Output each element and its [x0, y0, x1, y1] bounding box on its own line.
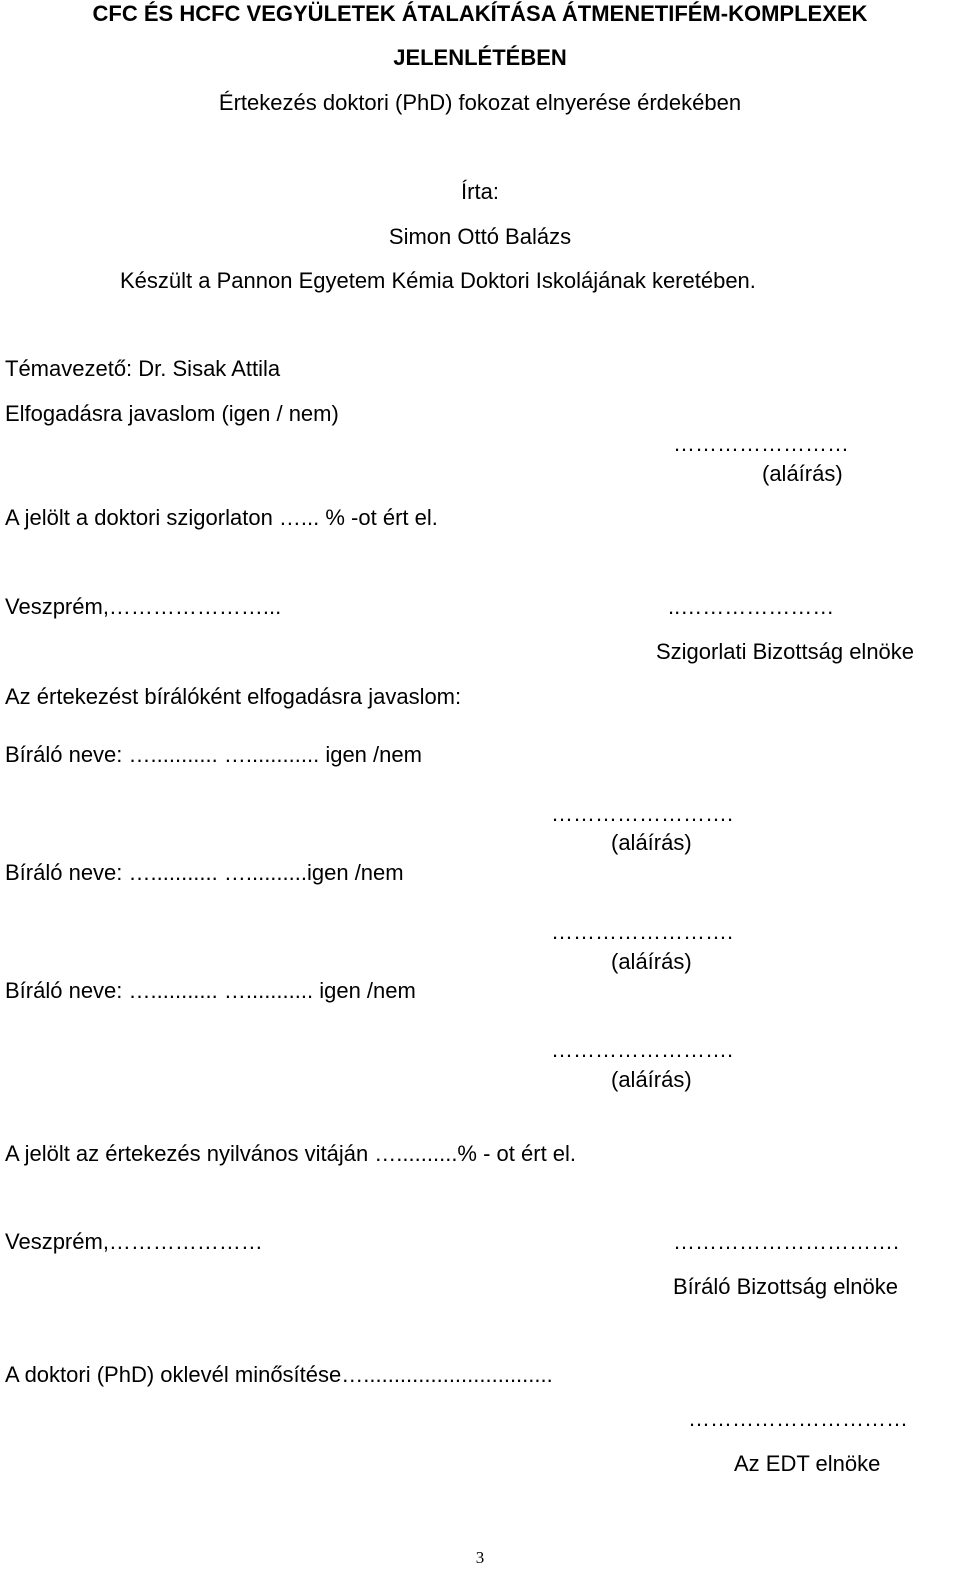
reviewer-3-signature-label: (aláírás)	[611, 1067, 692, 1092]
diploma-qualification: A doktori (PhD) oklevél minősítése…...............................	[5, 1362, 553, 1387]
title-line-2: JELENLÉTÉBEN	[393, 45, 567, 70]
reviewer-3-line: Bíráló neve: …........... …........... igen /nem	[5, 978, 416, 1003]
doctoral-school: Készült a Pannon Egyetem Kémia Doktori Iskolájának keretében.	[120, 268, 756, 293]
title-line-1: CFC ÉS HCFC VEGYÜLETEK ÁTALAKÍTÁSA ÁTMENETIFÉM-KOMPLEXEK	[92, 1, 868, 26]
diploma-signature-line: …………………………	[688, 1406, 908, 1431]
reviewer-1-line: Bíráló neve: …........... …............ igen /nem	[5, 742, 422, 767]
reviewer-3-signature-line: …………………….	[551, 1037, 734, 1062]
defense-place-date: Veszprém,…………………	[5, 1229, 263, 1254]
reviewer-2-signature-line: …………………….	[551, 919, 734, 944]
diploma-signature-label: Az EDT elnöke	[734, 1451, 881, 1476]
exam-place-date: Veszprém,…………………...	[5, 594, 282, 619]
defense-signature-label: Bíráló Bizottság elnöke	[673, 1274, 899, 1299]
exam-result: A jelölt a doktori szigorlaton …... % -ot ért el.	[5, 505, 438, 530]
reviewer-2-signature-label: (aláírás)	[611, 949, 692, 974]
author-name: Simon Ottó Balázs	[388, 224, 572, 249]
exam-signature-line: ..…………………	[668, 594, 835, 619]
reviewer-2-line: Bíráló neve: …........... …..........igen /nem	[5, 860, 404, 885]
page-number: 3	[475, 1548, 485, 1567]
reviewers-intro: Az értekezést bírálóként elfogadásra javaslom:	[5, 684, 462, 709]
supervisor-recommendation: Elfogadásra javaslom (igen / nem)	[5, 401, 339, 426]
supervisor-line: Témavezető: Dr. Sisak Attila	[5, 356, 281, 381]
subtitle: Értekezés doktori (PhD) fokozat elnyerése érdekében	[218, 90, 742, 115]
exam-signature-label: Szigorlati Bizottság elnöke	[656, 639, 915, 664]
defense-signature-line: ………………………….	[673, 1229, 900, 1254]
reviewer-1-signature-line: …………………….	[551, 801, 734, 826]
supervisor-signature-label: (aláírás)	[762, 461, 843, 486]
defense-result: A jelölt az értekezés nyilvános vitáján …..........% - ot ért el.	[5, 1141, 577, 1166]
reviewer-1-signature-label: (aláírás)	[611, 830, 692, 855]
supervisor-signature-line: ……………………	[673, 431, 849, 456]
author-label: Írta:	[461, 179, 499, 204]
